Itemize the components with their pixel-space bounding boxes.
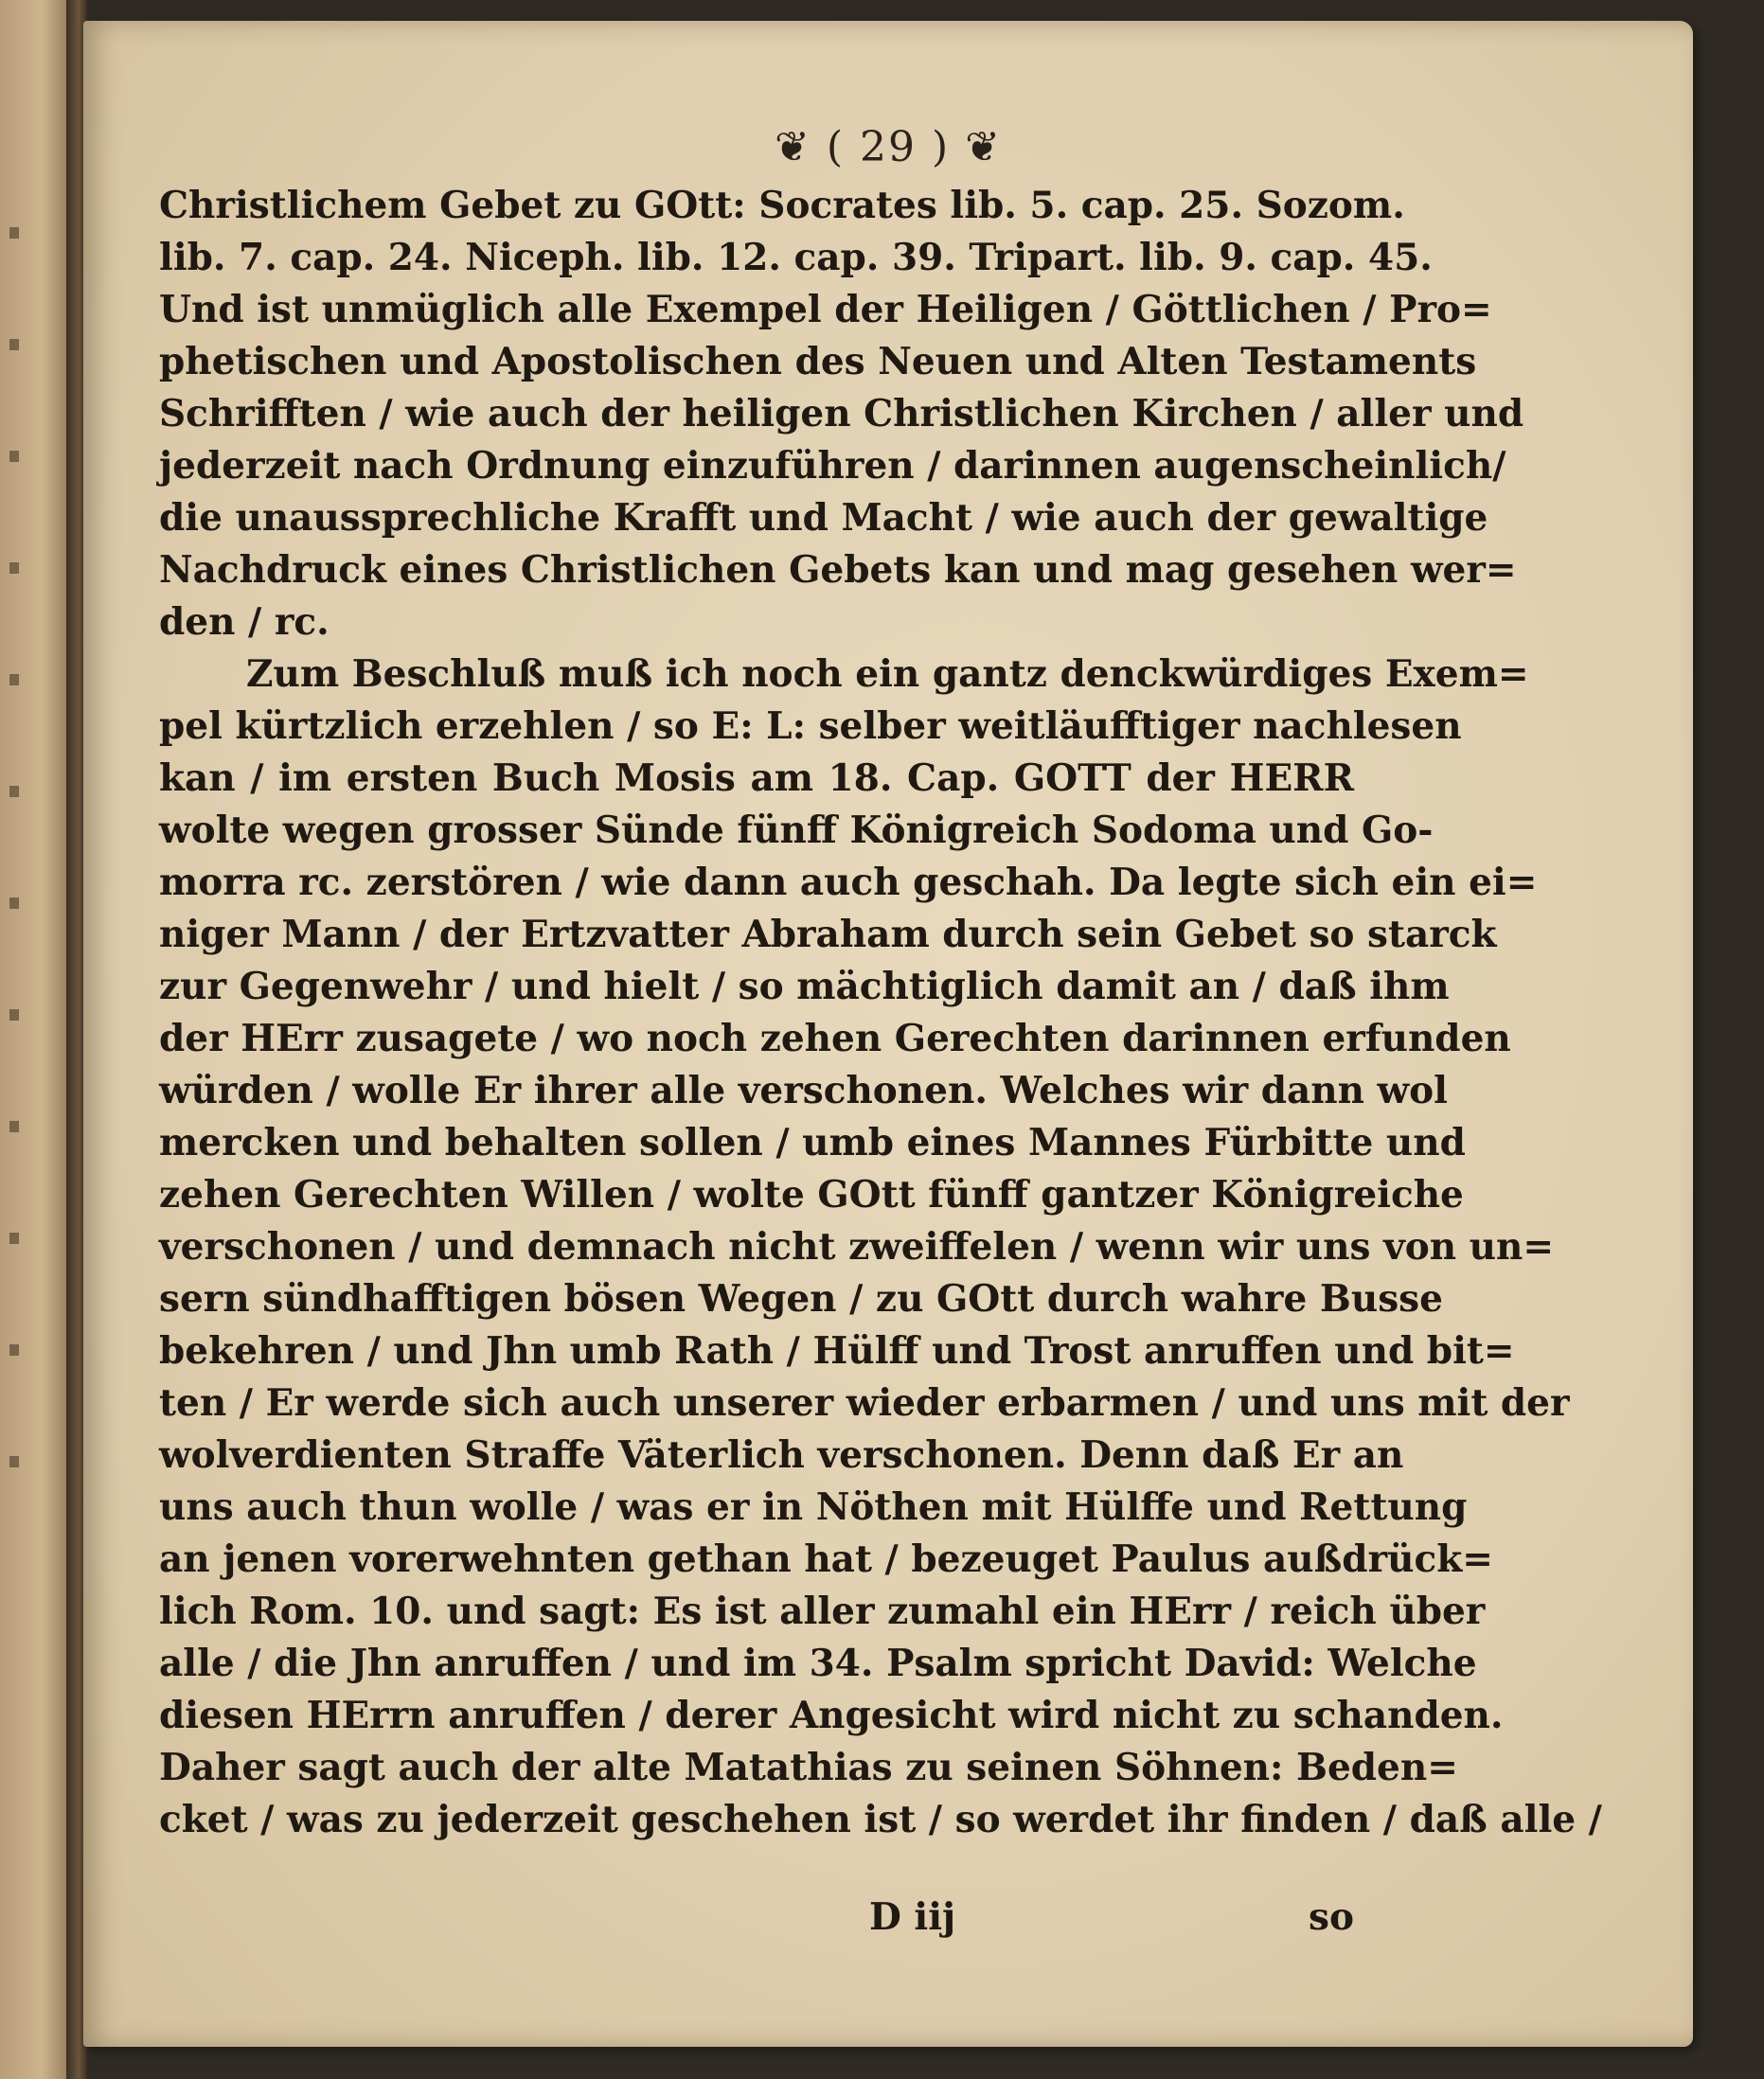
book-page	[83, 21, 1693, 2047]
text-line: morra rc. zerstören / wie dann auch geschah. Da legte sich ein ei=	[159, 861, 1538, 904]
text-line: Zum Beschluß muß ich noch ein gantz denckwürdiges Exem=	[246, 652, 1529, 696]
text-line: zur Gegenwehr / und hielt / so mächtiglich damit an / daß ihm	[159, 965, 1450, 1008]
text-line: Nachdruck eines Christlichen Gebets kan und mag gesehen wer=	[159, 548, 1517, 592]
text-line: Schrifften / wie auch der heiligen Christlichen Kirchen / aller und	[159, 392, 1524, 435]
text-line: lich Rom. 10. und sagt: Es ist aller zumahl ein HErr / reich über	[159, 1590, 1486, 1633]
page-footer	[159, 1895, 1354, 1948]
text-line: mercken und behalten sollen / umb eines Mannes Fürbitte und	[159, 1121, 1466, 1164]
text-line: bekehren / und Jhn umb Rath / Hülff und Trost anruffen und bit=	[159, 1329, 1515, 1373]
text-line: lib. 7. cap. 24. Niceph. lib. 12. cap. 39. Tripart. lib. 9. cap. 45.	[159, 236, 1433, 279]
text-line: diesen HErrn anruffen / derer Angesicht wird nicht zu schanden.	[159, 1694, 1504, 1737]
text-line: Daher sagt auch der alte Matathias zu seinen Söhnen: Beden=	[159, 1746, 1458, 1789]
text-line: niger Mann / der Ertzvatter Abraham durch sein Gebet so starck	[159, 913, 1497, 956]
text-line: an jenen vorerwehnten gethan hat / bezeuget Paulus außdrück=	[159, 1537, 1493, 1581]
text-line: jederzeit nach Ordnung einzuführen / darinnen augenscheinlich/	[159, 444, 1506, 488]
text-line: verschonen / und demnach nicht zweiffelen / wenn wir uns von un=	[159, 1225, 1555, 1269]
catchword: so	[1309, 1895, 1354, 1939]
text-line: der HErr zusagete / wo noch zehen Gerechten darinnen erfunden	[159, 1017, 1511, 1060]
text-line: wolte wegen grosser Sünde fünff Königreich Sodoma und Go-	[159, 808, 1434, 852]
facing-page-text-edge	[9, 151, 19, 1477]
text-line: uns auch thun wolle / was er in Nöthen mit Hülffe und Rettung	[159, 1485, 1468, 1529]
text-line: die unaussprechliche Krafft und Macht / wie auch der gewaltige	[159, 496, 1488, 540]
text-line: pel kürtzlich erzehlen / so E: L: selber weitläufftiger nachlesen	[159, 704, 1462, 748]
text-line: Christlichem Gebet zu GOtt: Socrates lib. 5. cap. 25. Sozom.	[159, 184, 1405, 227]
text-line: würden / wolle Er ihrer alle verschonen. Welches wir dann wol	[159, 1069, 1448, 1112]
ornament-right-icon: ❦	[965, 123, 1003, 171]
text-line: phetischen und Apostolischen des Neuen und Alten Testaments	[159, 340, 1477, 383]
text-line: cket / was zu jederzeit geschehen ist / so werdet ihr finden / daß alle /	[159, 1798, 1602, 1841]
text-line: Und ist unmüglich alle Exempel der Heiligen / Göttlichen / Pro=	[159, 288, 1492, 331]
body-text	[159, 180, 1602, 1846]
signature-mark: D iij	[869, 1895, 956, 1939]
text-line: den / rc.	[159, 600, 330, 644]
text-line: kan / im ersten Buch Mosis am 18. Cap. GOTT der HERR	[159, 756, 1354, 800]
page-header	[83, 123, 1693, 171]
text-line: zehen Gerechten Willen / wolte GOtt fünff gantzer Königreiche	[159, 1173, 1464, 1217]
text-line: sern sündhafftigen bösen Wegen / zu GOtt durch wahre Busse	[159, 1277, 1443, 1321]
ornament-left-icon: ❦	[774, 123, 811, 171]
text-line: wolverdienten Straffe Väterlich verschonen. Denn daß Er an	[159, 1433, 1404, 1477]
page-number: ( 29 )	[826, 123, 951, 171]
text-line: alle / die Jhn anruffen / und im 34. Psalm spricht David: Welche	[159, 1642, 1477, 1685]
text-line: ten / Er werde sich auch unserer wieder erbarmen / und uns mit der	[159, 1381, 1570, 1425]
facing-page-edge	[0, 0, 76, 2079]
